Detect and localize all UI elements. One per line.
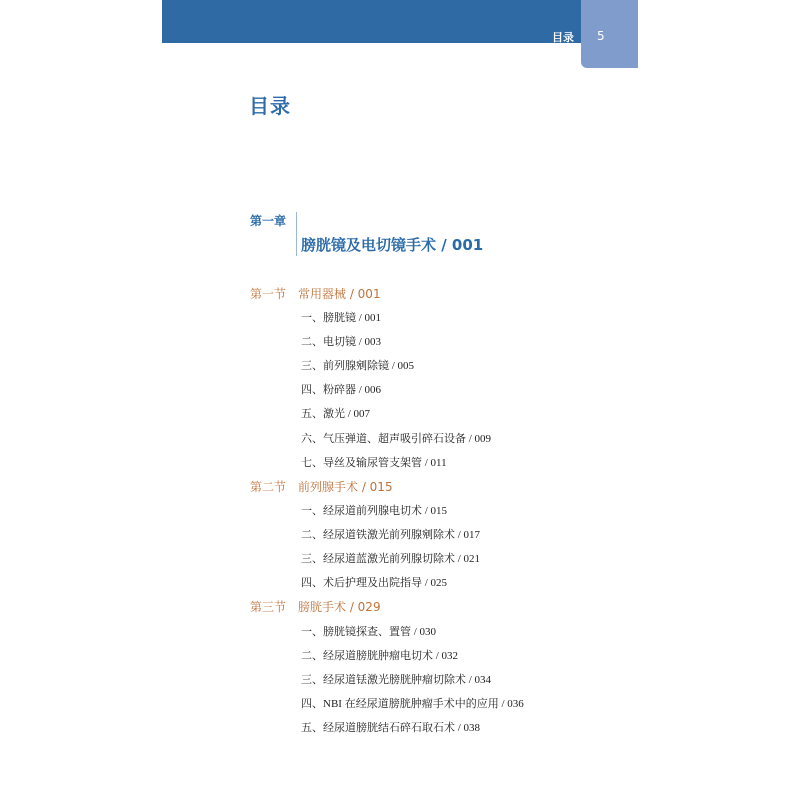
toc-entry[interactable]: 五、激光 / 007 [301,408,371,420]
toc-entry[interactable]: 三、经尿道蓝激光前列腺切除术 / 021 [301,553,481,565]
section-title: 常用器械 / 001 [298,287,381,301]
toc-entry[interactable]: 一、膀胱镜探查、置管 / 030 [301,626,437,638]
toc-entry[interactable]: 五、经尿道膀胱结石碎石取石术 / 038 [301,722,481,734]
toc-entry[interactable]: 四、NBI 在经尿道膀胱肿瘤手术中的应用 / 036 [301,698,524,710]
toc-entry[interactable]: 二、电切镜 / 003 [301,336,382,348]
chapter-title[interactable]: 膀胱镜及电切镜手术 / 001 [301,236,484,254]
toc-entry[interactable]: 一、膀胱镜 / 001 [301,312,382,324]
page-number: 5 [597,29,605,43]
toc-entry[interactable]: 二、经尿道膀胱肿瘤电切术 / 032 [301,650,459,662]
section-label: 第一节 [250,287,287,301]
toc-entry[interactable]: 四、术后护理及出院指导 / 025 [301,577,448,589]
section-heading[interactable] [250,478,393,495]
chapter-divider [296,212,297,256]
toc-entry[interactable]: 六、气压弹道、超声吸引碎石设备 / 009 [301,433,492,445]
toc-entry[interactable]: 三、前列腺剜除镜 / 005 [301,360,415,372]
page-number-tab [581,0,638,68]
section-heading[interactable] [250,598,381,615]
toc-entry[interactable]: 四、粉碎器 / 006 [301,384,382,396]
toc-entry[interactable]: 二、经尿道铁激光前列腺剜除术 / 017 [301,529,481,541]
toc-entry[interactable]: 七、导丝及输尿管支架管 / 011 [301,457,447,469]
section-label: 第三节 [250,600,287,614]
section-heading[interactable] [250,285,381,302]
toc-entry[interactable]: 一、经尿道前列腺电切术 / 015 [301,505,448,517]
section-title: 膀胱手术 / 029 [298,600,381,614]
header-band [162,0,582,43]
toc-title: 目录 [249,94,291,118]
section-title: 前列腺手术 / 015 [298,480,393,494]
section-label: 第二节 [250,480,287,494]
toc-entry[interactable]: 三、经尿道铥激光膀胱肿瘤切除术 / 034 [301,674,492,686]
chapter-label: 第一章 [250,214,287,228]
header-title: 目录 [552,31,574,44]
